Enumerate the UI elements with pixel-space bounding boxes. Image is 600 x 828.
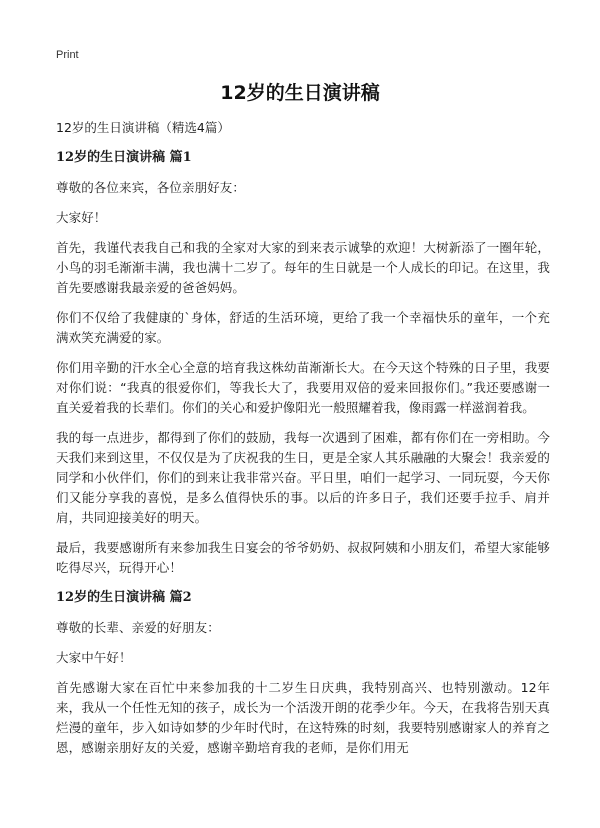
paragraph: 你们用辛勤的汗水全心全意的培育我这株幼苗渐渐长大。在今天这个特殊的日子里，我要对你们说：“我真的很爱你们，等我长大了，我要用双倍的爱来回报你们。”我还要感谢一直关爱着我的长辈们。你们的关心和爱护像阳光一般照耀着我，像雨露一样滋润着我。 — [56, 360, 550, 415]
document-body — [56, 118, 550, 758]
paragraph: 大家好！ — [56, 210, 107, 225]
paragraph: 最后，我要感谢所有来参加我生日宴会的爷爷奶奶、叔叔阿姨和小朋友们，希望大家能够吃得尽兴，玩得开心！ — [56, 540, 550, 575]
section-heading: 12岁的生日演讲稿 篇1 — [56, 150, 192, 165]
paragraph: 尊敬的各位来宾，各位亲朋好友： — [56, 180, 246, 195]
paragraph: 大家中午好！ — [56, 650, 132, 665]
page-title: 12岁的生日演讲稿 — [220, 82, 380, 104]
paragraph: 首先，我谨代表我自己和我的全家对大家的到来表示诚挚的欢迎！大树新添了一圈年轮，小鸟的羽毛渐渐丰满，我也满十二岁了。每年的生日就是一个人成长的印记。在这里，我首先要感谢我最亲爱的爸爸妈妈。 — [56, 240, 550, 295]
paragraph: 尊敬的长辈、亲爱的好朋友： — [56, 620, 220, 635]
section-heading: 12岁的生日演讲稿 篇2 — [56, 590, 192, 605]
section-2 — [56, 588, 550, 758]
paragraph: 我的每一点进步，都得到了你们的鼓励，我每一次遇到了困难，都有你们在一旁相助。今天我们来到这里，不仅仅是为了庆祝我的生日，更是全家人其乐融融的大聚会！我亲爱的同学和小伙伴们，你们的到来让我非常兴奋。平日里，咱们一起学习、一同玩耍，今天你们又能分享我的喜悦，是多么值得快乐的事。以后的许多日子，我们还要手拉手、肩并肩，共同迎接美好的明天。 — [56, 430, 550, 525]
print-link[interactable]: Print — [56, 49, 79, 61]
paragraph: 你们不仅给了我健康的`身体，舒适的生活环境，更给了我一个幸福快乐的童年，一个充满欢笑充满爱的家。 — [56, 310, 550, 345]
paragraph: 首先感谢大家在百忙中来参加我的十二岁生日庆典，我特别高兴、也特别激动。12年来，我从一个任性无知的孩子，成长为一个活泼开朗的花季少年。今天，在我将告别天真烂漫的童年，步入如诗如梦的少年时代时，在这特殊的时刻，我要特别感谢家人的养育之恩，感谢亲朋好友的关爱，感谢辛勤培育我的老师，是你们用无 — [56, 680, 550, 755]
document-subtitle: 12岁的生日演讲稿（精选4篇） — [56, 120, 230, 135]
section-1 — [56, 148, 550, 578]
